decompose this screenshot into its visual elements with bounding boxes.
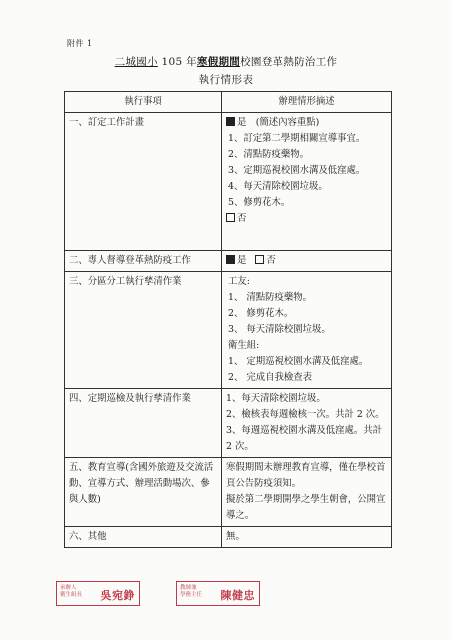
checkbox-checked-icon [226,255,235,264]
seal-name: 陳健忠 [220,589,255,602]
list-item: 1、 清點防疫藥物。 [228,292,312,303]
list-item: 2、 修剪花木。 [228,308,294,319]
list-item: 2、 完成自我檢查表 [228,372,312,383]
row-status [222,251,392,272]
row-item: 二、專人督導登革熱防疫工作 [65,251,222,272]
list-item: 擬於第二學期開學之學生朝會，公開宣導之。 [226,494,386,521]
row-item: 五、教育宣導(含國外旅遊及交流活動、宣導方式、辦理活動場次、參與人數) [65,458,222,527]
table-row [65,527,392,548]
table-row [65,389,392,458]
list-item: 3、 每天清除校園垃圾。 [228,324,331,335]
group-label: 工友: [228,276,250,287]
title-period: 寒假期間 [196,56,241,68]
table-header-row [65,92,392,113]
table-row [65,272,392,389]
header-status: 辦理情形摘述 [222,92,392,113]
list-item: 4、每天清除校園垃圾。 [228,181,328,192]
list-item: 無。 [226,531,245,542]
list-item: 2、檢核表每週檢核一次。共計 2 次。 [226,409,385,420]
list-item: 1、每天清除校園垃圾。 [226,393,326,404]
execution-table [64,91,392,548]
document-subtitle: 執行情形表 [198,74,254,86]
list-item: 寒假期間未辦理教育宣導，僅在學校首頁公告防疫須知。 [226,462,386,489]
row-item: 四、定期巡檢及執行孳清作業 [65,389,222,458]
seal-title: 承辦人 衛生組長 [60,585,83,598]
row-status [222,113,392,251]
yes-label: 是 (簡述內容重點) [237,117,320,128]
title-year: 105 年 [157,56,197,68]
list-item: 3、定期巡視校園水溝及低窪處。 [228,165,366,176]
list-item: 5、修剪花木。 [228,197,291,208]
official-seal [176,581,260,606]
row-status [222,389,392,458]
attachment-label: 附件 1 [67,39,93,48]
table-row [65,113,392,251]
row-item: 三、分區分工執行孳清作業 [65,272,222,389]
group-label: 衛生組: [228,340,260,351]
checkbox-empty-icon [226,213,235,222]
list-item: 2、清點防疫藥物。 [228,149,309,160]
table-row [65,458,392,527]
row-status [222,272,392,389]
seal-title: 教師兼 學務主任 [180,585,203,598]
title-school: 二城國小 [114,56,158,68]
header-item: 執行事項 [65,92,222,113]
no-label: 否 [266,255,276,266]
seal-name: 吳宛錚 [100,589,135,602]
table-row [65,251,392,272]
checkbox-checked-icon [226,117,235,126]
list-item: 1、訂定第二學期相關宣導事宜。 [228,133,366,144]
list-item: 1、 定期巡視校園水溝及低窪處。 [228,356,369,367]
checkbox-empty-icon [255,255,264,264]
title-topic: 校園登革熱防治工作 [240,56,338,68]
no-label: 否 [237,213,247,224]
row-status [222,527,392,548]
row-item: 六、其他 [65,527,222,548]
official-seal [56,581,140,606]
row-item: 一、訂定工作計畫 [65,113,222,251]
yes-label: 是 [237,255,247,266]
document-title [0,54,452,69]
list-item: 3、每週巡視校園水溝及低窪處。共計 2 次。 [226,425,382,452]
row-status [222,458,392,527]
